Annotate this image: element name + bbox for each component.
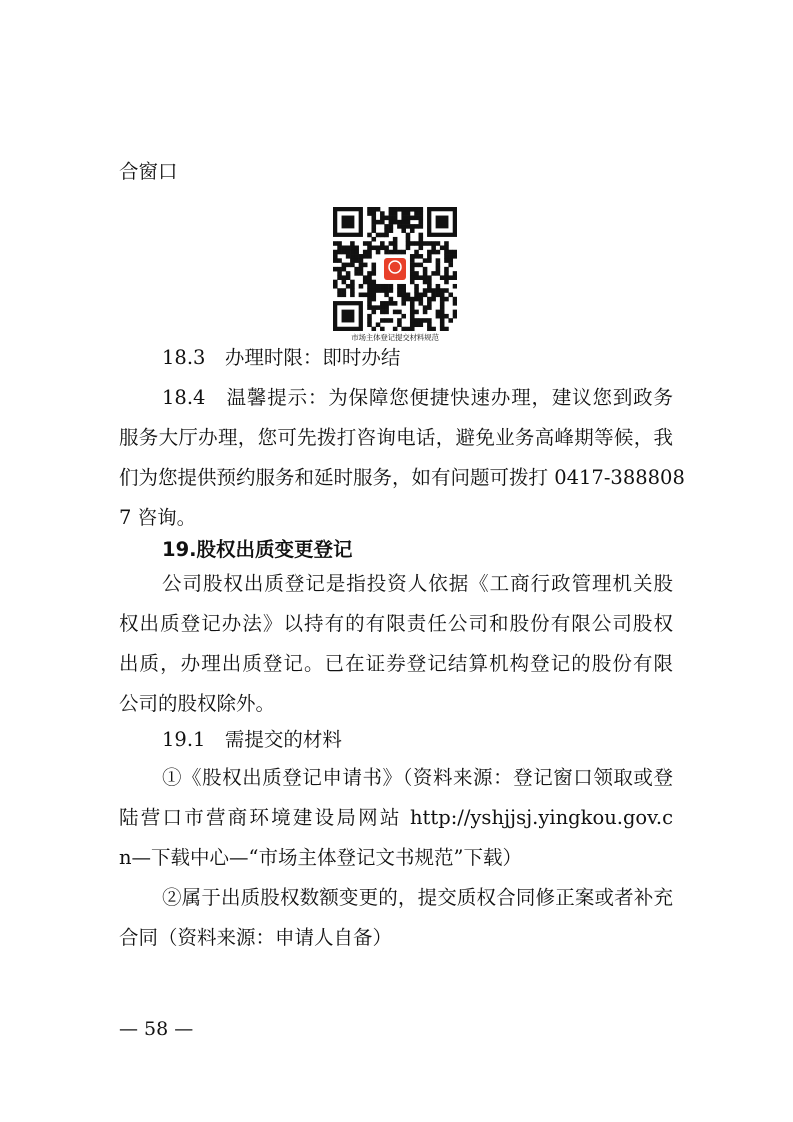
section-heading-18-3: 18.3 办理时限：即时办结: [162, 346, 401, 369]
qr-caption: 市场主体登记提交材料规范: [351, 333, 439, 342]
text-line: ①《股权出质登记申请书》（资料来源：登记窗口领取或登: [162, 766, 673, 789]
section-heading-19: 19.股权出质变更登记: [162, 538, 353, 561]
text-line: 们为您提供预约服务和延时服务，如有问题可拨打 0417-388808: [119, 466, 685, 489]
text-line: 公司的股权除外。: [119, 692, 276, 715]
text-line: 合同（资料来源：申请人自备）: [119, 926, 393, 949]
text-line: 服务大厅办理，您可先拨打咨询电话，避免业务高峰期等候，我: [119, 426, 673, 449]
text-line: ②属于出质股权数额变更的，提交质权合同修正案或者补充: [162, 886, 673, 909]
text-line: 合窗口: [119, 160, 178, 183]
page-number: — 58 —: [119, 1018, 194, 1040]
text-line: 7 咨询。: [119, 506, 197, 529]
qr-code-icon: [333, 207, 457, 331]
text-line: 出质，办理出质登记。已在证券登记结算机构登记的股份有限: [119, 652, 673, 675]
text-line: 权出质登记办法》以持有的有限责任公司和股份有限公司股权: [119, 612, 673, 635]
section-heading-19-1: 19.1 需提交的材料: [162, 728, 342, 751]
text-line: 18.4 温馨提示：为保障您便捷快速办理，建议您到政务: [162, 386, 673, 409]
text-line: n—下载中心—“市场主体登记文书规范”下载）: [119, 846, 522, 869]
qr-code-block: [333, 207, 457, 343]
text-line: 陆营口市营商环境建设局网站 http://yshjjsj.yingkou.gov.c: [119, 806, 673, 829]
text-line: 公司股权出质登记是指投资人依据《工商行政管理机关股: [162, 572, 673, 595]
